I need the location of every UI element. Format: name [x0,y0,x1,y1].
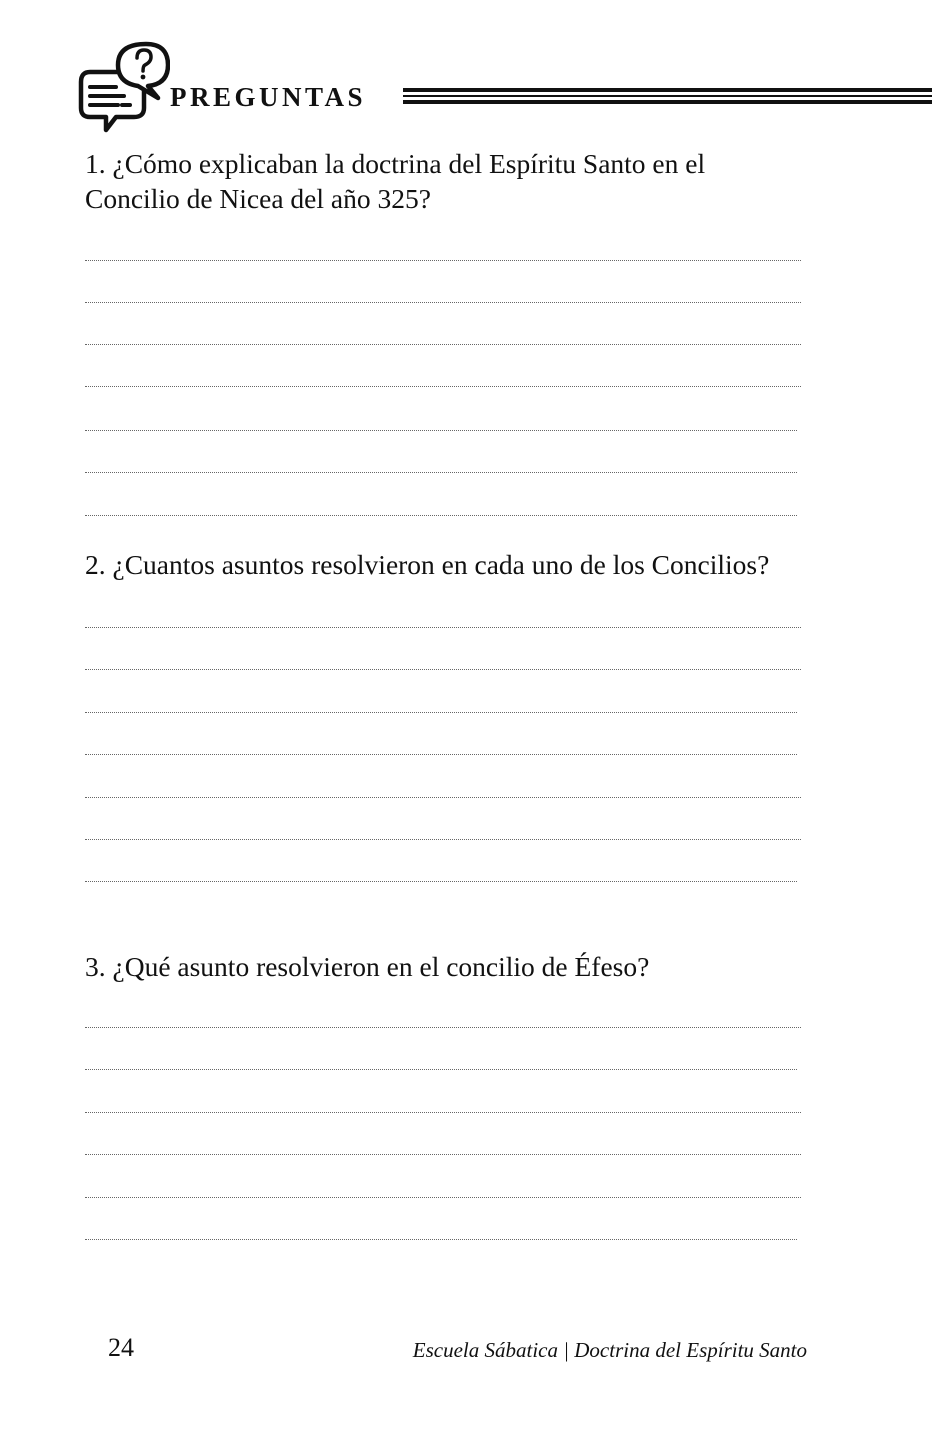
running-footer: Escuela Sábatica | Doctrina del Espíritu Santo [412,1338,807,1362]
answer-line[interactable] [85,430,797,431]
answer-line[interactable] [85,344,801,345]
answer-line[interactable] [85,1154,801,1155]
section-header [78,40,932,135]
answer-line[interactable] [85,1027,801,1028]
answer-line[interactable] [85,839,801,840]
answer-line[interactable] [85,1197,801,1198]
answer-line[interactable] [85,1069,797,1070]
section-title: PREGUNTAS [170,82,367,112]
answer-line[interactable] [85,1112,801,1113]
question-3: 3. ¿Qué asunto resolvieron en el concilio de Éfeso? [85,951,650,982]
answer-line[interactable] [85,1239,797,1240]
answer-line[interactable] [85,754,797,755]
title-rule [403,88,932,104]
answer-line[interactable] [85,627,801,628]
answer-line[interactable] [85,797,801,798]
answer-line[interactable] [85,386,801,387]
answer-line[interactable] [85,260,801,261]
answer-line[interactable] [85,515,797,516]
speech-bubbles-question-icon [78,40,170,135]
answer-line[interactable] [85,302,801,303]
question-2: 2. ¿Cuantos asuntos resolvieron en cada uno de los Concilios? [85,549,770,580]
answer-line[interactable] [85,669,801,670]
answer-line[interactable] [85,472,797,473]
answer-line[interactable] [85,712,797,713]
question-1: 1. ¿Cómo explicaban la doctrina del Espíritu Santo en el Concilio de Nicea del año 325? [85,148,706,214]
answer-line[interactable] [85,881,797,882]
page-number: 24 [108,1333,134,1362]
